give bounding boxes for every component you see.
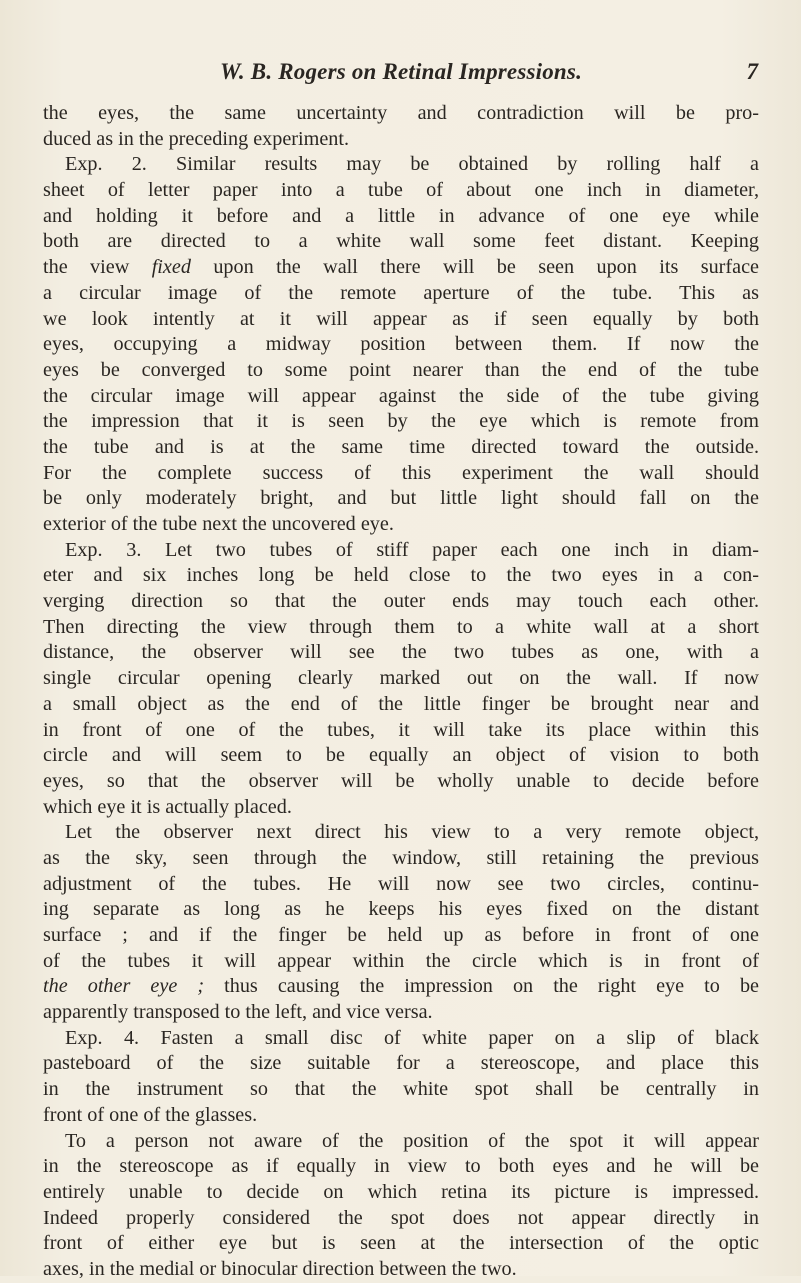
text-line: apparently transposed to the left, and vice versa. [43,1001,433,1024]
text-line: front of either eye but is seen at the intersection of the optic [43,1232,759,1255]
text-line: which eye it is actually placed. [43,795,292,818]
text-line: verging direction so that the outer ends may touch each other. [43,590,759,613]
text-line: Let the observer next direct his view to a very remote object, [65,821,759,844]
text-line: the circular image will appear against the side of the tube giving [43,384,759,407]
body-text [43,101,759,1283]
text-line: be only moderately bright, and but little light should fall on the [43,487,759,510]
text-line [43,974,759,1000]
text-line: in front of one of the tubes, it will take its place within this [43,718,759,741]
page-number: 7 [746,59,758,84]
text-line [43,255,759,281]
text-line: surface ; and if the finger be held up as before in front of one [43,924,759,946]
text-segment: thus causing the impression on the right eye to be [224,975,759,998]
text-line: the eyes, the same uncertainty and contradiction will be pro- [43,102,759,124]
italic-emphasis: fixed [151,256,191,279]
text-line: entirely unable to decide on which retina its picture is impressed. [43,1180,759,1203]
text-line: To a person not aware of the position of the spot it will appear [65,1129,759,1152]
text-line: eyes, occupying a midway position between them. If now the [43,333,759,356]
text-line: we look intently at it will appear as if seen equally by both [43,307,759,330]
text-line: pasteboard of the size suitable for a stereoscope, and place this [43,1052,759,1075]
text-line: both are directed to a white wall some feet distant. Keeping [43,230,759,253]
text-line: For the complete success of this experiment the wall should [43,461,759,484]
text-line: duced as in the preceding experiment. [43,127,350,150]
text-line: Then directing the view through them to a white wall at a short [43,615,759,638]
text-line: the impression that it is seen by the eye which is remote from [43,410,759,433]
text-line: eyes, so that the observer will be wholly unable to decide before [43,769,759,792]
text-line: a circular image of the remote aperture of the tube. This as [43,281,759,304]
running-head [44,59,758,89]
text-line: the tube and is at the same time directed toward the outside. [43,435,759,458]
text-line: circle and will seem to be equally an object of vision to both [43,744,759,767]
text-line: adjustment of the tubes. He will now see two circles, continu- [43,872,759,895]
text-line: in the instrument so that the white spot shall be centrally in [43,1078,759,1101]
text-segment: the view [43,256,130,279]
text-line: ing separate as long as he keeps his eyes fixed on the distant [43,898,759,921]
text-segment: upon the wall there will be seen upon its surface [213,256,759,279]
text-line: of the tubes it will appear within the circle which is in front of [43,949,759,972]
text-line: a small object as the end of the little finger be brought near and [43,692,759,715]
text-line: distance, the observer will see the two tubes as one, with a [43,641,759,664]
text-line: and holding it before and a little in advance of one eye while [43,204,759,227]
text-line: Exp. 2. Similar results may be obtained by rolling half a [65,153,759,176]
italic-emphasis: the other eye ; [43,975,205,998]
text-line: Indeed properly considered the spot does not appear directly in [43,1206,759,1229]
text-line: eyes be converged to some point nearer than the end of the tube [43,358,759,381]
text-line: Exp. 3. Let two tubes of stiff paper each one inch in diam- [65,538,759,561]
text-line: Exp. 4. Fasten a small disc of white paper on a slip of black [65,1026,759,1049]
text-line: sheet of letter paper into a tube of about one inch in diameter, [43,179,759,202]
running-title: W. B. Rogers on Retinal Impressions. [219,59,583,84]
text-line: axes, in the medial or binocular direction between the two. [43,1257,517,1280]
text-line: front of one of the glasses. [43,1103,258,1126]
text-line: eter and six inches long be held close to the two eyes in a con- [43,564,759,587]
text-line: single circular opening clearly marked out on the wall. If now [43,667,759,690]
text-line: in the stereoscope as if equally in view to both eyes and he will be [43,1155,759,1178]
text-line: exterior of the tube next the uncovered eye. [43,513,394,535]
text-line: as the sky, seen through the window, still retaining the previous [43,846,759,869]
